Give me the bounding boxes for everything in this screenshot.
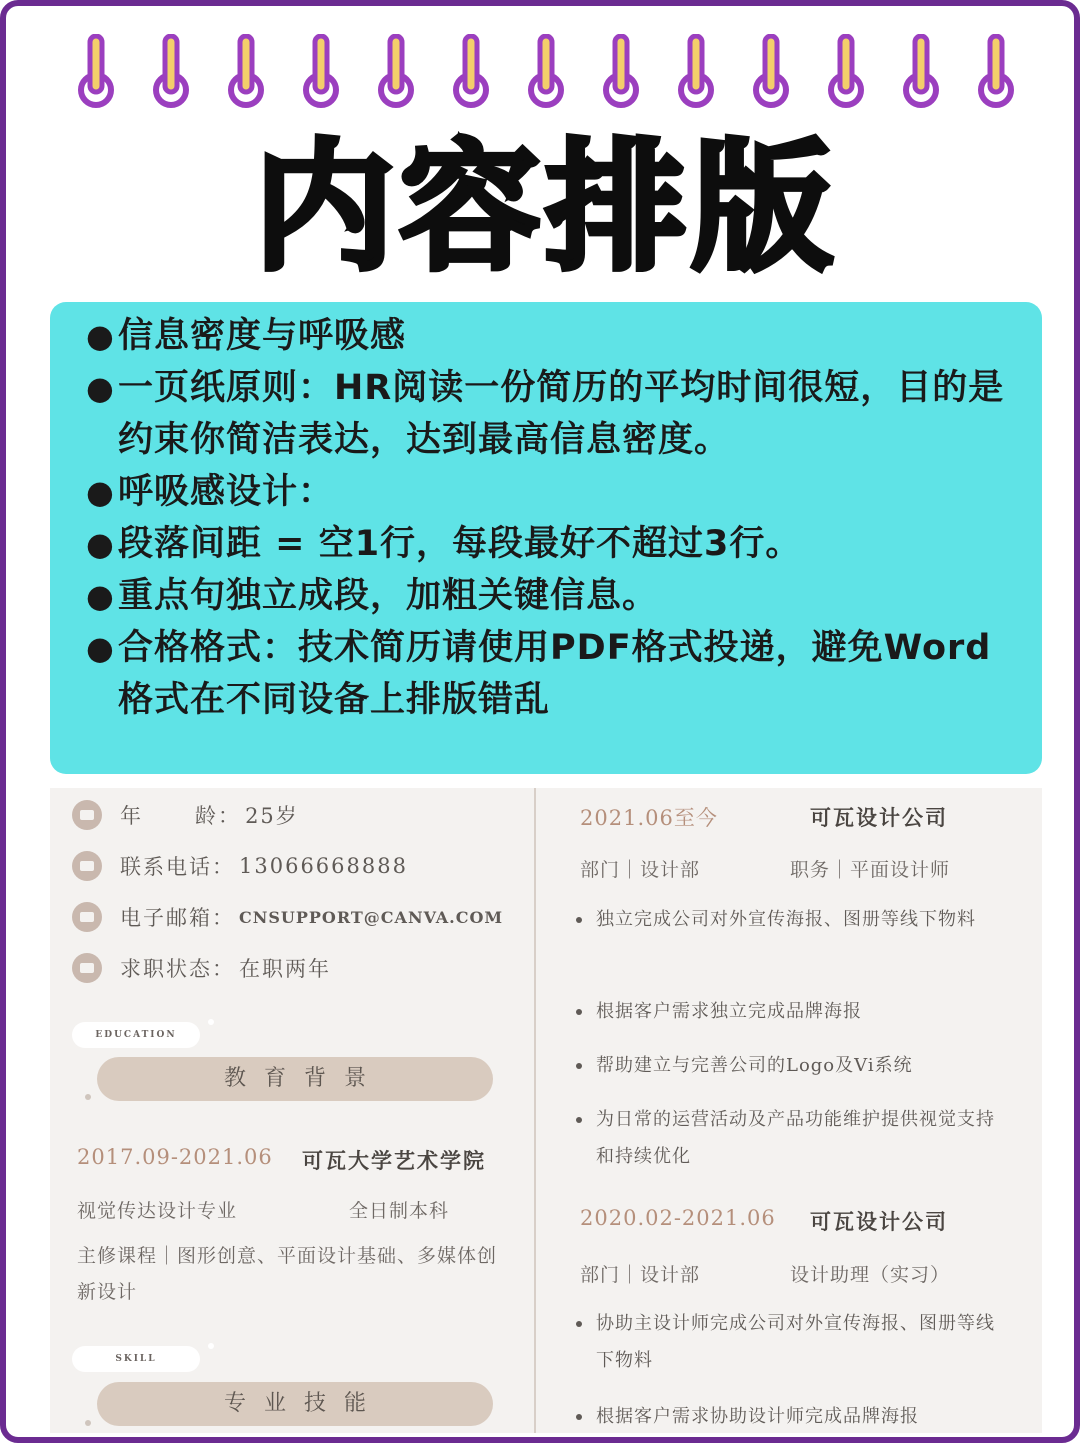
phone-value: 13066668888	[239, 854, 408, 878]
email-value: CNSUPPORT@CANVA.COM	[239, 907, 504, 927]
job-dept: 部门｜设计部	[580, 859, 701, 881]
info-item: ● 重点句独立成段，加粗关键信息。	[82, 570, 1024, 622]
bullet-dot	[576, 917, 582, 923]
binder-ring-icon	[376, 34, 416, 110]
decor-dot	[85, 1420, 91, 1426]
binder-ring-icon	[76, 34, 116, 110]
skill-heading: 专业技能	[97, 1382, 493, 1426]
mail-icon	[72, 902, 102, 932]
info-item: ● 合格格式：技术简历请使用PDF格式投递，避免Word格式在不同设备上排版错乱	[82, 622, 1024, 726]
binder-rings	[66, 34, 1026, 114]
job-company: 可瓦设计公司	[810, 805, 948, 830]
binder-ring-icon	[826, 34, 866, 110]
phone-label: 联系电话：	[120, 855, 235, 879]
education-heading: 教育背景	[97, 1057, 493, 1101]
job-role: 设计助理（实习）	[790, 1264, 951, 1286]
job-date: 2020.02-2021.06	[580, 1206, 776, 1230]
skill-tag: SKILL	[72, 1346, 200, 1372]
education-degree: 全日制本科	[349, 1200, 450, 1222]
decor-dot	[208, 1019, 214, 1025]
status-value: 在职两年	[239, 957, 331, 981]
info-box	[50, 302, 1042, 774]
job-bullet: 协助主设计师完成公司对外宣传海报、图册等线下物料	[576, 1305, 996, 1379]
binder-ring-icon	[676, 34, 716, 110]
binder-ring-icon	[751, 34, 791, 110]
info-item: ● 信息密度与呼吸感	[82, 310, 1024, 362]
job-role: 职务｜平面设计师	[790, 859, 951, 881]
education-tag: EDUCATION	[72, 1022, 200, 1048]
bullet-dot	[576, 1414, 582, 1420]
info-item: ● 一页纸原则：HR阅读一份简历的平均时间很短，目的是约束你简洁表达，达到最高信息密度。	[82, 362, 1024, 466]
education-school: 可瓦大学艺术学院	[302, 1148, 486, 1173]
status-label: 求职状态：	[120, 957, 235, 981]
page-title: 内容排版	[253, 127, 838, 290]
phone-icon	[72, 851, 102, 881]
info-item: ● 呼吸感设计：	[82, 466, 1024, 518]
bullet-icon: ●	[86, 369, 115, 407]
job-date: 2021.06至今	[580, 806, 718, 830]
bullet-icon: ●	[86, 577, 115, 615]
decor-dot	[85, 1094, 91, 1100]
resume-right-column	[536, 788, 1042, 1433]
job-dept: 部门｜设计部	[580, 1264, 701, 1286]
job-bullet: 独立完成公司对外宣传海报、图册等线下物料	[576, 901, 996, 938]
binder-ring-icon	[226, 34, 266, 110]
education-major: 视觉传达设计专业	[77, 1200, 238, 1222]
info-list	[82, 310, 1024, 726]
binder-ring-icon	[451, 34, 491, 110]
calendar-icon	[72, 800, 102, 830]
decor-dot	[208, 1343, 214, 1349]
age-value: 25岁	[245, 804, 299, 828]
education-date: 2017.09-2021.06	[77, 1145, 273, 1169]
bullet-dot	[576, 1117, 582, 1123]
binder-ring-icon	[301, 34, 341, 110]
binder-ring-icon	[151, 34, 191, 110]
briefcase-icon	[72, 953, 102, 983]
bullet-dot	[576, 1321, 582, 1327]
bullet-dot	[576, 1009, 582, 1015]
education-courses: 主修课程｜图形创意、平面设计基础、多媒体创新设计	[77, 1245, 498, 1303]
job-bullet: 帮助建立与完善公司的Logo及Vi系统	[576, 1047, 996, 1084]
contact-age	[72, 798, 299, 832]
bullet-icon: ●	[86, 525, 115, 563]
contact-status	[72, 951, 331, 985]
bullet-icon: ●	[86, 629, 115, 667]
info-item: ● 段落间距 = 空1行，每段最好不超过3行。	[82, 518, 1024, 570]
binder-ring-icon	[526, 34, 566, 110]
resume-left-column	[50, 788, 534, 1433]
job-company: 可瓦设计公司	[810, 1209, 948, 1234]
binder-ring-icon	[901, 34, 941, 110]
resume-preview	[50, 788, 1042, 1433]
bullet-icon: ●	[86, 317, 115, 355]
contact-phone	[72, 849, 408, 883]
email-label: 电子邮箱：	[120, 906, 235, 930]
binder-ring-icon	[976, 34, 1016, 110]
job-bullet: 根据客户需求独立完成品牌海报	[576, 993, 996, 1030]
job-bullet: 为日常的运营活动及产品功能维护提供视觉支持和持续优化	[576, 1101, 996, 1175]
binder-ring-icon	[601, 34, 641, 110]
age-label: 年 龄：	[120, 804, 242, 828]
contact-email	[72, 900, 503, 934]
bullet-icon: ●	[86, 473, 115, 511]
job-bullet: 根据客户需求协助设计师完成品牌海报	[576, 1398, 996, 1433]
bullet-dot	[576, 1063, 582, 1069]
